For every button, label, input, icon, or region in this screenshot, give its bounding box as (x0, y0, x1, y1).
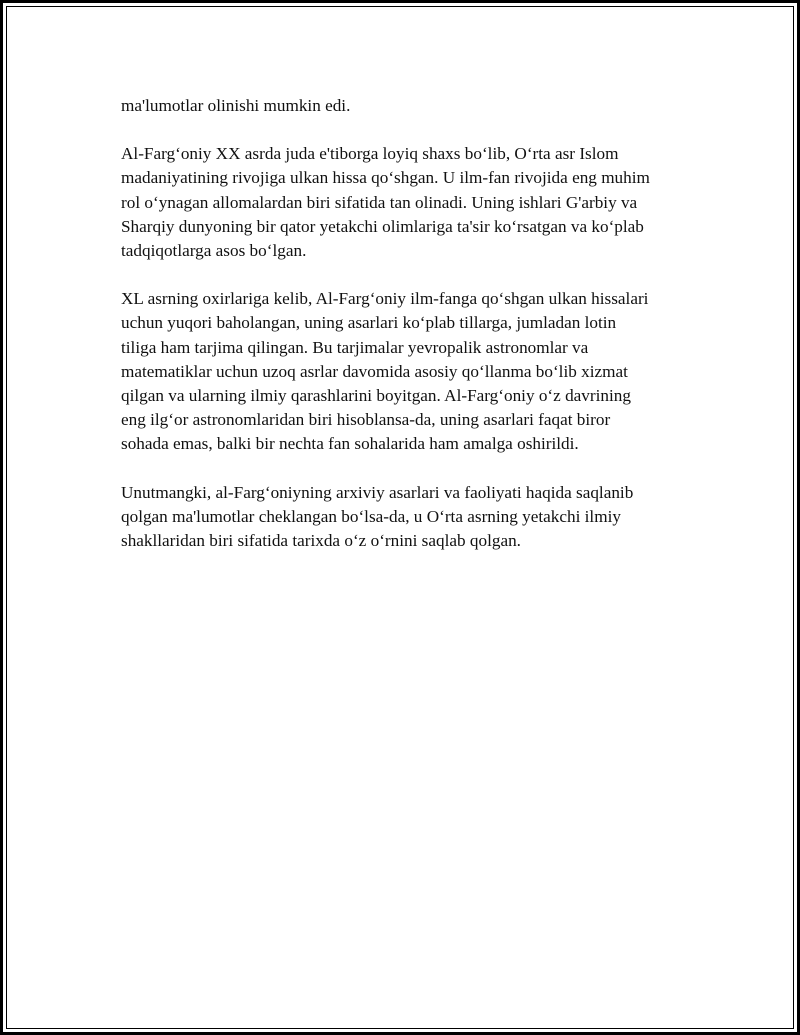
paragraph-significance: Al-Farg‘oniy XX asrda juda e'tiborga loyiq shaxs bo‘lib, O‘rta asr Islom madaniyatining rivojiga ulkan hissa qo‘shgan. U ilm-fan rivojida eng muhim rol o‘ynagan allomalardan biri sifatida tan olinadi. Uning ishlari G'arbiy va Sharqiy dunyoning bir qator yetakchi olimlariga ta'sir ko‘rsatgan va ko‘plab tadqiqotlarga asos bo‘lgan. (121, 144, 650, 261)
document-body (121, 94, 701, 577)
paragraph-translations: XL asrning oxirlariga kelib, Al-Farg‘oniy ilm-fanga qo‘shgan ulkan hissalari uchun yuqori baholangan, uning asarlari ko‘plab tillarga, jumladan lotin tiliga ham tarjima qilingan. Bu tarjimalar yevropalik astronomlar va matematiklar uchun uzoq asrlar davomida asosiy qo‘llanma bo‘lib xizmat qilgan va ularning ilmiy qarashlarini boyitgan. Al-Farg‘oniy o‘z davrining eng ilg‘or astronomlaridan biri hisoblansa-da, uning asarlari faqat biror sohada emas, balki bir nechta fan sohalarida ham amalga oshirildi. (121, 289, 649, 454)
paragraph-legacy: Unutmangki, al-Farg‘oniyning arxiviy asarlari va faoliyati haqida saqlanib qolgan ma'lumotlar cheklangan bo‘lsa-da, u O‘rta asrning yetakchi ilmiy shakllaridan biri sifatida tarixda o‘z o‘rnini saqlab qolgan. (121, 482, 634, 551)
paragraph-intro-fragment: ma'lumotlar olinishi mumkin edi. (121, 96, 351, 115)
